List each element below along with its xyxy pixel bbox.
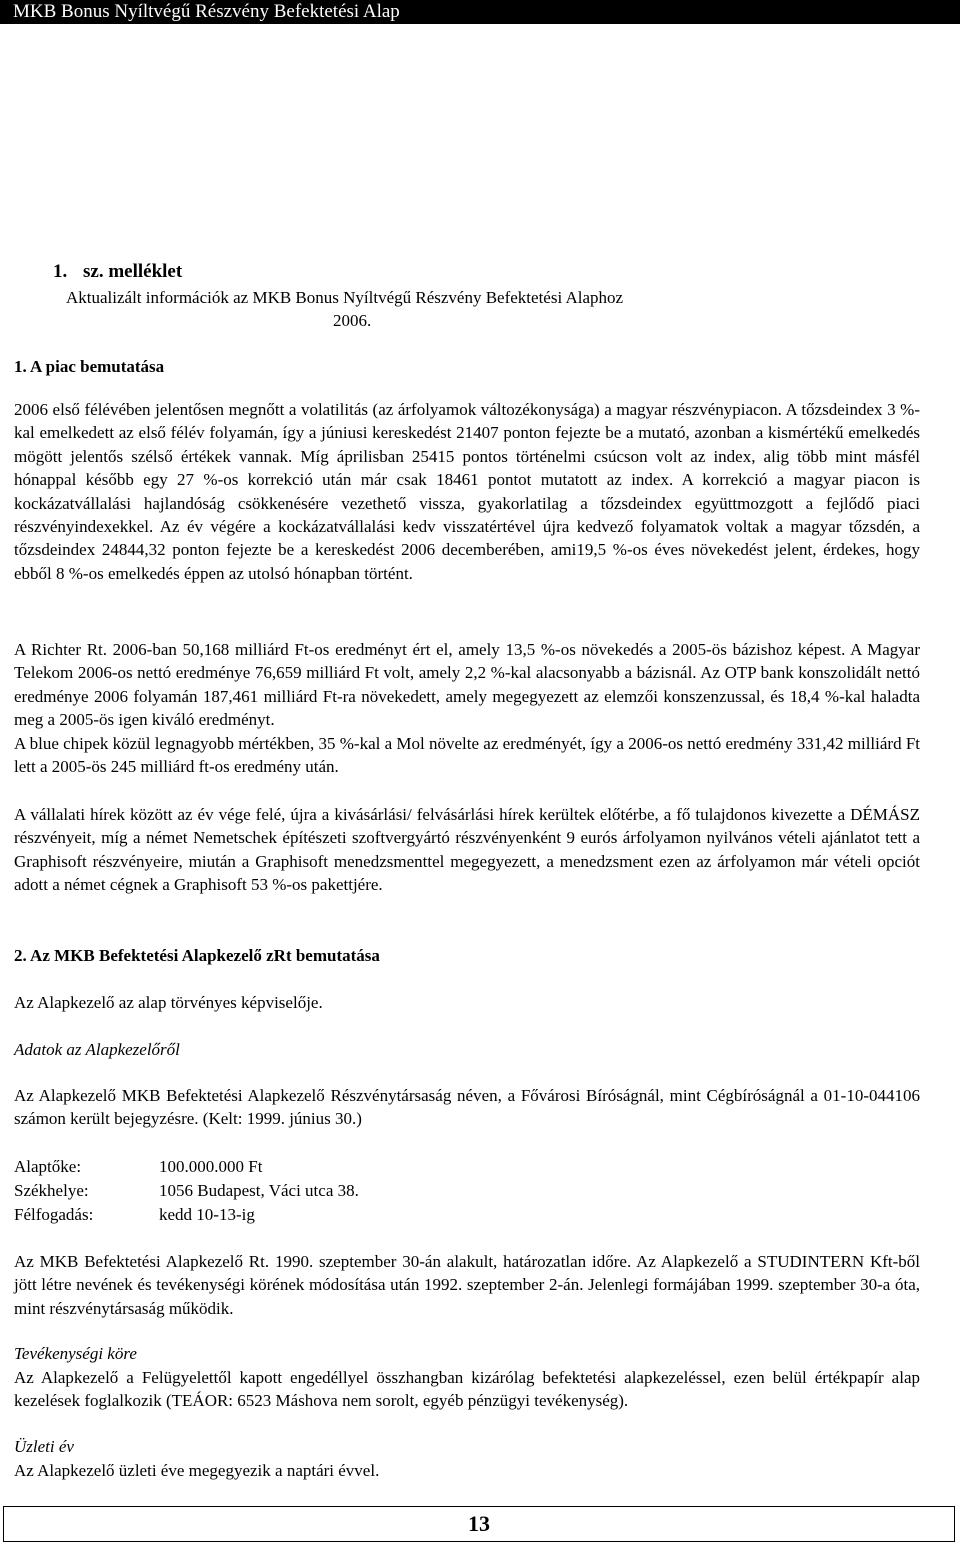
paragraph-text: Az Alapkezelő a Felügyelettől kapott engedéllyel összhangban kizárólag befektetési alapkezeléssel, ezen belül értékpapír alap kezelések foglalkozik (TEÁOR: 6523 Máshova nem sorolt, egyéb pénzügyi tevékenység). [14,1368,920,1411]
company-facts [14,1155,359,1227]
paragraph-company-results [14,638,920,778]
annex-number: 1. [53,261,68,282]
annex-title-text: sz. melléklet [83,261,183,282]
paragraph-business-year [14,1459,920,1482]
fact-row [14,1179,359,1203]
fact-value: 1056 Budapest, Váci utca 38. [159,1181,359,1200]
fact-row [14,1155,359,1179]
fact-label: Székhelye: [14,1181,89,1200]
paragraph-text: A blue chipek közül legnagyobb mértékben, 35 %-kal a Mol növelte az eredményét, így a 2006-os nettó eredmény 331,42 milliárd Ft lett a 2005-ös 245 milliárd ft-os eredmény után. [14,733,920,777]
subheading-data: Adatok az Alapkezelőről [14,1040,180,1059]
fact-value: kedd 10-13-ig [159,1205,255,1224]
paragraph-text: Az MKB Befektetési Alapkezelő Rt. 1990. szeptember 30-án alakult, határozatlan időre. Az Alapkezelő a STUDINTERN Kft-ből jött létre nevének és tevékenységi körének módosítása után 1992. szeptember 2-án. Jelenlegi formájában 1999. szeptember 30-a óta, mint részvénytársaság működik. [14,1252,920,1318]
fact-row [14,1203,359,1227]
paragraph-text: A vállalati hírek között az év vége felé, újra a kivásárlási/ felvásárlási hírek kerültek előtérbe, a fő tulajdonos kivezette a DÉMÁSZ részvényeit, míg a német Nemetschek építészeti szoftvergyártó részvényenként 9 eurós árfolyamon nyilvános vételi ajánlatot tett a Graphisoft részvényeire, miután a Graphisoft menedzsmenttel megegyezett, a menedzsment ezen az árfolyamon már vételi opciót adott a német cégnek a Graphisoft 53 %-os pakettjére. [14,805,920,895]
subheading-activity: Tevékenységi köre [14,1344,137,1363]
paragraph-text: A Richter Rt. 2006-ban 50,168 milliárd Ft-os eredményt ért el, amely 13,5 %-os növekedés a 2005-ös bázishoz képest. A Magyar Telekom 2006-os nettó eredménye 76,659 milliárd Ft volt, amely 2,2 %-kal alacsonyabb a bázisnál. Az OTP bank konszolidált nettó eredménye 2006 folyamán 187,461 milliárd Ft-ra növekedett, amely megegyezett az elemzői konszenzussal, és 18,4 %-kal haladta meg a 2005-ös igen kiváló eredményt. [14,640,920,730]
paragraph-history [14,1250,920,1320]
paragraph-registration [14,1084,920,1131]
annex-year: 2006. [333,311,372,330]
fact-label: Alaptőke: [14,1157,82,1176]
running-header: MKB Bonus Nyíltvégű Részvény Befektetési Alap [0,0,960,24]
paragraph-corporate-news [14,803,920,897]
fact-value: 100.000.000 Ft [159,1157,263,1176]
annex-subtitle: Aktualizált információk az MKB Bonus Nyíltvégű Részvény Befektetési Alaphoz [66,288,624,307]
paragraph-representation [14,991,920,1014]
paragraph-text: Az Alapkezelő az alap törvényes képviselője. [14,993,323,1012]
paragraph-text: Az Alapkezelő MKB Befektetési Alapkezelő Részvénytársaság néven, a Fővárosi Bíróságnál, mint Cégbíróságnál a 01-10-044106 számon került bejegyzésre. (Kelt: 1999. június 30.) [14,1086,920,1129]
paragraph-activity [14,1366,920,1413]
section-heading-fund-manager: 2. Az MKB Befektetési Alapkezelő zRt bemutatása [14,946,380,965]
annex-title [53,260,182,284]
subheading-business-year: Üzleti év [14,1437,74,1456]
section-heading-market: 1. A piac bemutatása [14,357,165,376]
paragraph-text: 2006 első félévében jelentősen megnőtt a volatilitás (az árfolyamok változékonysága) a magyar részvénypiacon. A tőzsdeindex 3 %-kal emelkedett az első félév folyamán, így a júniusi kereskedést 21407 ponton fejezte be a mutató, azonban a kismértékű emelkedés mögött jelentős szélső értékek vannak. Míg áprilisban 25415 pontos történelmi csúcson volt az index, alig több mint másfél hónappal később egy 27 %-os korrekció után már csak 18461 pontot mutatott az index. A korrekció a magyar piacon is kockázatvállalási hajlandóság csökkenésére vezethető vissza, gyakorlatilag a tőzsdeindex együttmozgott a fejlődő piaci részvényindexekkel. Az év végére a kockázatvállalási kedv visszatértével újra kedvező folyamatok voltak a magyar tőzsdén, a tőzsdeindex 24844,32 ponton fejezte be a kereskedést 2006 decemberében, ami19,5 %-os éves növekedést jelent, érdekes, hogy ebből 8 %-os emelkedés éppen az utolsó hónapban történt. [14,400,920,583]
fact-label: Félfogadás: [14,1205,94,1224]
paragraph-text: Az Alapkezelő üzleti éve megegyezik a naptári évvel. [14,1461,380,1480]
page-number-box [3,1506,955,1542]
page-number: 13 [468,1511,490,1536]
paragraph-market-overview [14,398,920,585]
